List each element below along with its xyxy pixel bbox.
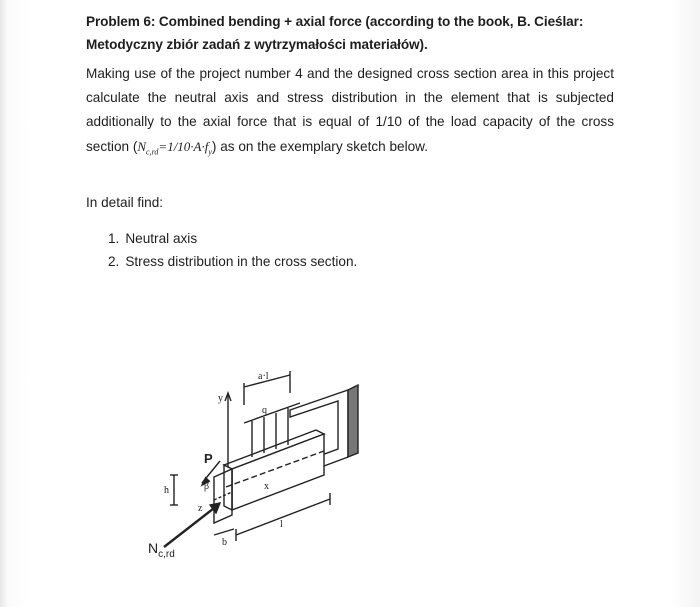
list-item-number: 1. <box>108 231 120 246</box>
list-item-text: Stress distribution in the cross section. <box>125 254 358 269</box>
axial-force-subscript: c,rd <box>158 548 175 560</box>
load-formula <box>137 138 212 157</box>
title-line-1: Problem 6: Combined bending + axial force (according to the book, B. Cieślar: <box>86 14 584 29</box>
label-beta: β <box>204 481 210 492</box>
list-item <box>108 227 357 250</box>
formula-subscript: c,rd <box>146 147 159 157</box>
formula-body: =1/10·A·f <box>158 138 209 154</box>
description-text-1: Making use of the project number 4 and the designed cross section area in this project calculate the neutral axis and stress distribution in the element that is subjected additionally to the axial force that is equal of 1/10 of the load capacity of the cross section ( <box>86 66 614 154</box>
label-q: q <box>262 405 267 416</box>
b-dimension <box>214 529 234 535</box>
problem-title <box>86 10 626 56</box>
label-z: z <box>198 503 203 514</box>
label-b: b <box>222 537 227 548</box>
label-al: a·l <box>258 371 269 382</box>
list-item <box>108 250 357 273</box>
wall-hatch <box>348 385 358 457</box>
detail-heading: In detail find: <box>86 195 164 210</box>
axial-force-label <box>148 540 175 560</box>
beam-sketch <box>140 365 380 565</box>
problem-description <box>86 62 614 164</box>
title-line-2: Metodyczny zbiór zadań z wytrzymałości materiałów). <box>86 37 428 52</box>
task-list <box>108 227 357 273</box>
formula-subscript-y: y <box>208 147 212 157</box>
label-x: x <box>264 481 269 492</box>
label-y: y <box>218 393 223 404</box>
label-p: P <box>204 451 213 466</box>
label-l: l <box>280 519 283 530</box>
formula-n: N <box>137 138 147 154</box>
description-text-2: ) as on the exemplary sketch below. <box>211 138 429 154</box>
l-dimension <box>236 499 330 535</box>
list-item-number: 2. <box>108 254 120 269</box>
axial-force-n: N <box>148 540 159 556</box>
list-item-text: Neutral axis <box>125 231 198 246</box>
label-h: h <box>164 485 169 496</box>
